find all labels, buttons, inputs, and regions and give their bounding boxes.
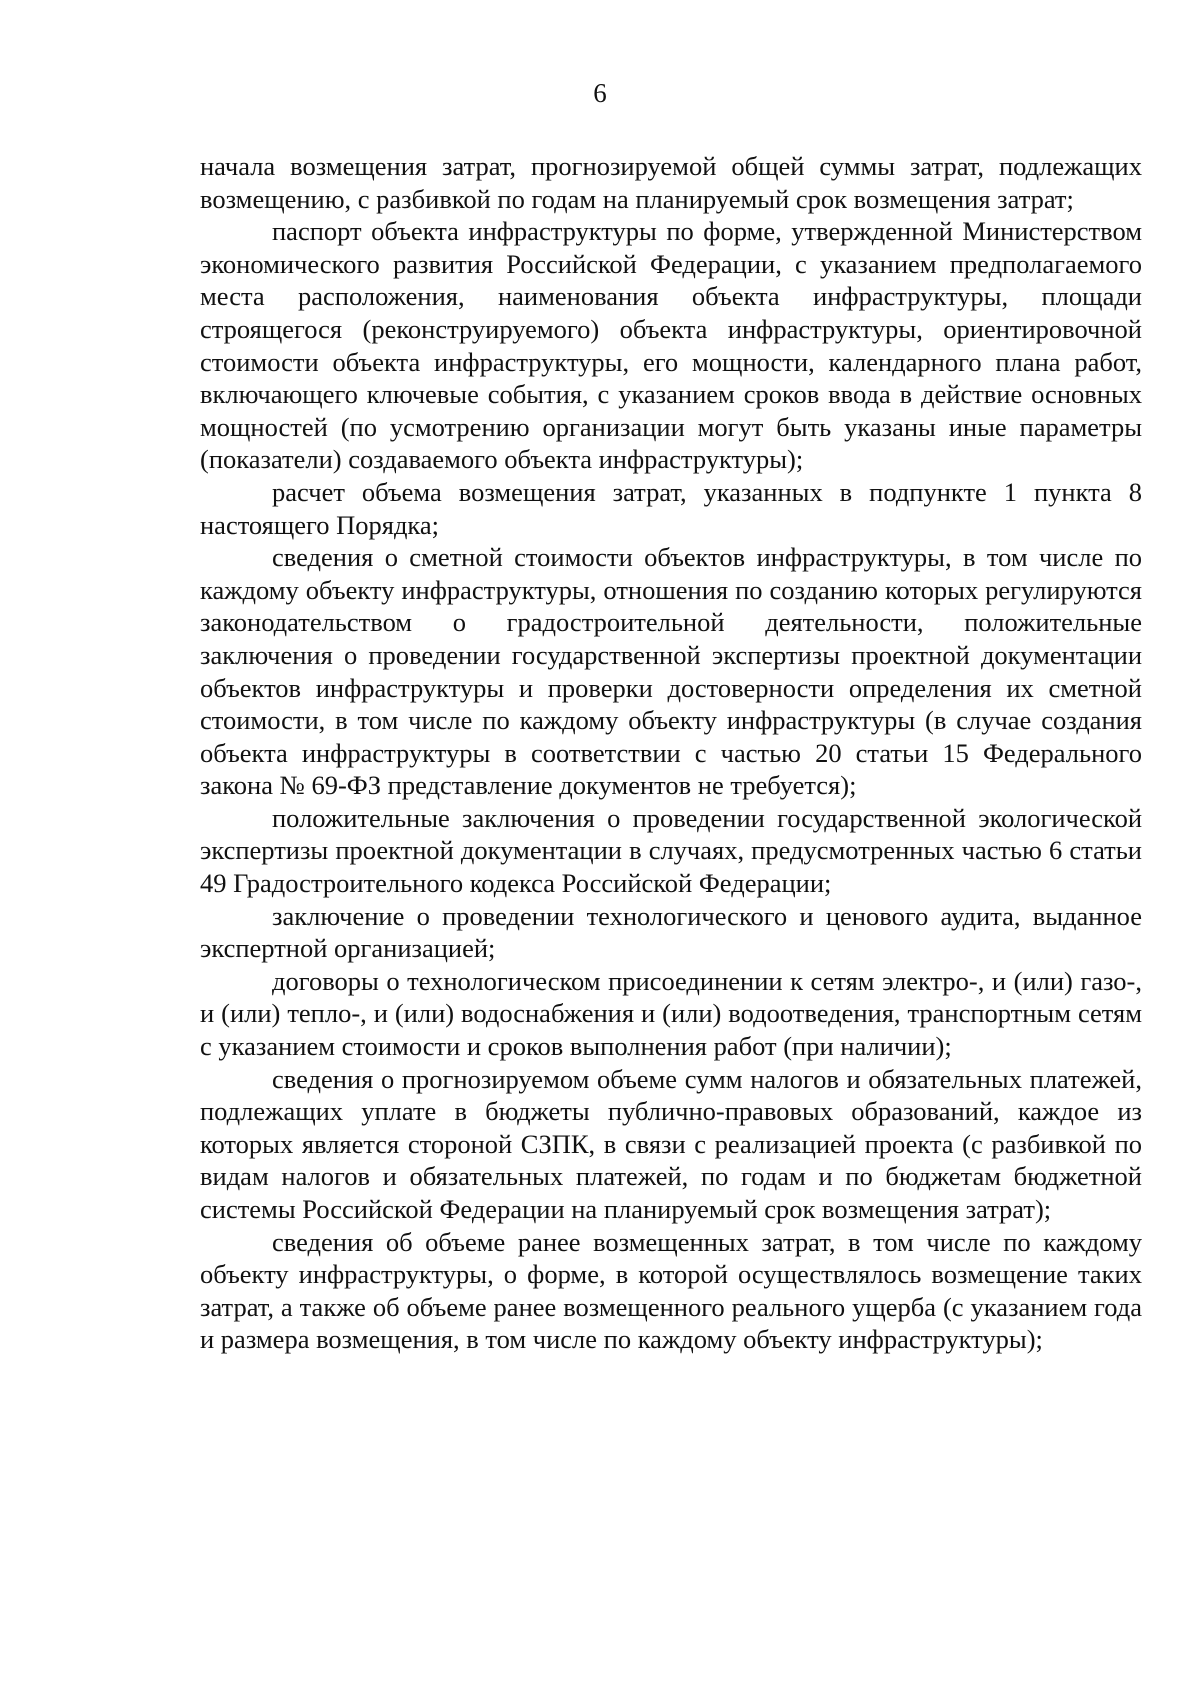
paragraph-9: сведения об объеме ранее возмещенных затрат, в том числе по каждому объекту инфраструктуры, о форме, в которой осуществлялось возмещение таких затрат, а также об объеме ранее возмещенного реального ущерба (с указанием года и размера возмещения, в том числе по каждому объекту инфраструктуры); xyxy=(200,1226,1142,1355)
paragraph-4: сведения о сметной стоимости объектов инфраструктуры, в том числе по каждому объекту инфраструктуры, отношения по созданию которых регулируются законодательством о градостроительной деятельности, положительные заключения о проведении государственной экспертизы проектной документации объектов инфраструктуры и проверки достоверности определения их сметной стоимости, в том числе по каждому объекту инфраструктуры (в случае создания объекта инфраструктуры в соответствии с частью 20 статьи 15 Федерального закона № 69-ФЗ представление документов не требуется); xyxy=(200,542,1142,801)
paragraph-3: расчет объема возмещения затрат, указанных в подпункте 1 пункта 8 настоящего Порядка; xyxy=(200,476,1142,540)
paragraph-1: начала возмещения затрат, прогнозируемой общей суммы затрат, подлежащих возмещению, с разбивкой по годам на планируемый срок возмещения затрат; xyxy=(200,151,1142,214)
document-body xyxy=(200,150,1142,1356)
paragraph-6: заключение о проведении технологического и ценового аудита, выданное экспертной организацией; xyxy=(200,900,1142,964)
paragraph-7: договоры о технологическом присоединении к сетям электро-, и (или) газо-, и (или) тепло-, и (или) водоснабжения и (или) водоотведения, транспортным сетям с указанием стоимости и сроков выполнения работ (при наличии); xyxy=(200,965,1142,1062)
page-number: 6 xyxy=(593,78,607,108)
paragraph-2: паспорт объекта инфраструктуры по форме, утвержденной Министерством экономического развития Российской Федерации, с указанием предполагаемого места расположения, наименования объекта инфраструктуры, площади строящегося (реконструируемого) объекта инфраструктуры, ориентировочной стоимости объекта инфраструктуры, его мощности, календарного плана работ, включающего ключевые события, с указанием сроков ввода в действие основных мощностей (по усмотрению организации могут быть указаны иные параметры (показатели) создаваемого объекта инфраструктуры); xyxy=(200,216,1142,475)
paragraph-5: положительные заключения о проведении государственной экологической экспертизы проектной документации в случаях, предусмотренных частью 6 статьи 49 Градостроительного кодекса Российской Федерации; xyxy=(200,802,1142,899)
paragraph-8: сведения о прогнозируемом объеме сумм налогов и обязательных платежей, подлежащих уплате в бюджеты публично-правовых образований, каждое из которых является стороной СЗПК, в связи с реализацией проекта (с разбивкой по видам налогов и обязательных платежей, по годам и по бюджетам бюджетной системы Российской Федерации на планируемый срок возмещения затрат); xyxy=(200,1063,1142,1224)
